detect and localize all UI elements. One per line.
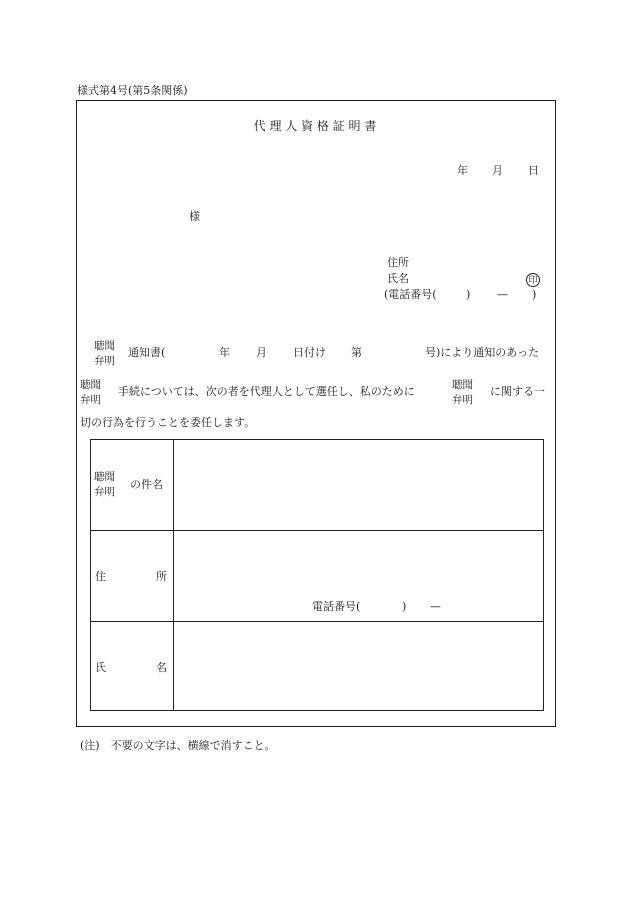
document-title: 代 理 人 資 格 証 明 書	[253, 119, 377, 133]
delegation-text-part2: に関する一	[490, 385, 545, 398]
hearing-explanation-option-1	[94, 339, 115, 369]
case-name-label: の件名	[130, 478, 163, 491]
applicant-phone-close: )	[466, 288, 471, 301]
agent-phone-dash: —	[430, 600, 441, 613]
notice-label: 通知書(	[128, 346, 166, 359]
applicant-phone-label: (電話番号(	[384, 288, 437, 301]
date-year-label: 年	[457, 164, 468, 177]
option-explanation: 弁明	[94, 355, 115, 367]
agent-phone-close: )	[402, 600, 407, 613]
option-explanation: 弁明	[94, 486, 115, 498]
notice-rest-text: 号)により通知のあった	[425, 346, 540, 359]
applicant-address-label: 住所	[387, 256, 409, 269]
option-explanation: 弁明	[452, 394, 473, 406]
table-divider	[91, 621, 543, 622]
option-hearing: 聴聞	[80, 379, 101, 391]
agent-name-label-a: 氏	[95, 661, 106, 674]
notice-dated-label: 日付け	[293, 346, 326, 359]
hearing-explanation-option-3	[452, 378, 473, 408]
form-number-label: 様式第4号(第5条関係)	[77, 84, 188, 97]
delegation-text-line3: 切の行為を行うことを委任します。	[80, 416, 256, 429]
date-month-label: 月	[492, 164, 503, 177]
option-explanation: 弁明	[80, 394, 101, 406]
addressee-suffix: 様	[189, 210, 200, 223]
date-day-label: 日	[528, 164, 539, 177]
table-column-divider	[173, 440, 174, 710]
agent-address-label-b: 所	[156, 570, 167, 583]
delegation-text-part1: 手続については、次の者を代理人として選任し、私のために	[118, 385, 415, 398]
notice-month-label: 月	[256, 346, 267, 359]
option-hearing: 聴聞	[94, 471, 115, 483]
agent-name-label-b: 名	[156, 661, 167, 674]
table-divider	[91, 530, 543, 531]
option-hearing: 聴聞	[452, 379, 473, 391]
option-hearing: 聴聞	[94, 340, 115, 352]
applicant-name-label: 氏名	[387, 272, 409, 285]
notice-number-label: 第	[351, 346, 362, 359]
seal-mark: 印	[526, 273, 540, 287]
agent-address-label-a: 住	[95, 570, 106, 583]
notice-year-label: 年	[219, 346, 230, 359]
footnote: (注) 不要の文字は、横線で消すこと。	[80, 739, 276, 752]
applicant-phone-end: )	[532, 288, 537, 301]
applicant-phone-dash: —	[497, 288, 508, 301]
hearing-explanation-option-2	[80, 378, 101, 408]
agent-phone-label: 電話番号(	[312, 600, 361, 613]
case-name-option	[94, 470, 115, 500]
